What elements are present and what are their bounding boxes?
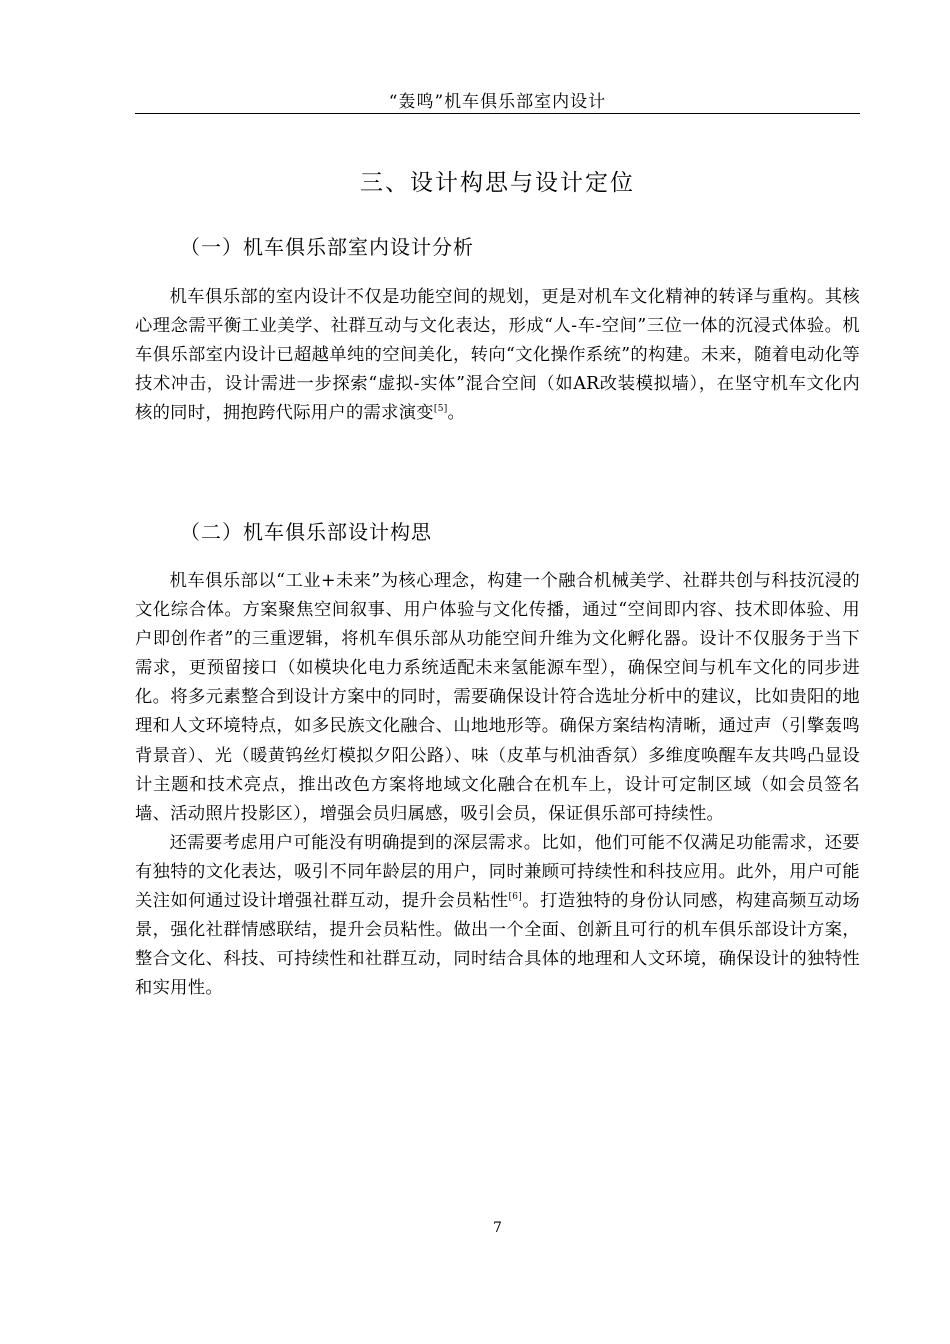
paragraph-text: 机车俱乐部以“工业+未来”为核心理念，构建一个融合机械美学、社群共创与科技沉浸的文化综合体。方案聚焦空间叙事、用户体验与文化传播，通过“空间即内容、技术即体验、用户即创作者”的三重逻辑，将机车俱乐部从功能空间升维为文化孵化器。设计不仅服务于当下需求，更预留接口（如模块化电力系统适配未来氢能源车型），确保空间与机车文化的同步进化。将多元素整合到设计方案中的同时，需要确保设计符合选址分析中的建议，比如贵阳的地理和人文环境特点，如多民族文化融合、山地地形等。确保方案结构清晰，通过声（引擎轰鸣背景音）、光（暖黄钨丝灯模拟夕阳公路）、味（皮革与机油香氛）多维度唤醒车友共鸣凸显设计主题和技术亮点，推出改色方案将地域文化融合在机车上，设计可定制区域（如会员签名墙、活动照片投影区），增强会员归属感，吸引会员，保证俱乐部可持续性。 — [135, 571, 860, 824]
citation-marker: [5] — [433, 404, 448, 415]
chapter-title: 三、设计构思与设计定位 — [360, 170, 635, 196]
paragraph-text: 机车俱乐部的室内设计不仅是功能空间的规划，更是对机车文化精神的转译与重构。其核心理念需平衡工业美学、社群互动与文化表达，形成“人-车-空间”三位一体的沉浸式体验。机车俱乐部室内设计已超越单纯的空间美化，转向“文化操作系统”的构建。未来，随着电动化等技术冲击，设计需进一步探索“虚拟-实体”混合空间（如AR改装模拟墙），在坚守机车文化内核的同时，拥抱跨代际用户的需求演变 — [135, 287, 860, 424]
section-heading-concept: （二）机车俱乐部设计构思 — [180, 520, 432, 544]
paragraph — [135, 283, 860, 428]
paragraph-tail: 。打造独特的身份认同感，构建高频互动场景，强化社群情感联结，提升会员粘性。做出一个全面、创新且可行的机车俱乐部设计方案，整合文化、科技、可持续性和社群互动，同时结合具体的地理和人文环境，确保设计的独特性和实用性。 — [135, 891, 860, 999]
paragraph — [135, 829, 860, 1004]
section-body-analysis — [135, 283, 860, 428]
section-body-concept — [135, 567, 860, 1003]
page-number: 7 — [493, 1220, 502, 1236]
paragraph-tail: 。 — [447, 403, 466, 424]
section-heading-analysis: （一）机车俱乐部室内设计分析 — [180, 235, 474, 259]
header-rule — [135, 113, 860, 114]
citation-marker: [6] — [508, 892, 523, 903]
running-header: “轰鸣”机车俱乐部室内设计 — [388, 92, 607, 112]
paragraph — [135, 567, 860, 829]
paragraph-text: 还需要考虑用户可能没有明确提到的深层需求。比如，他们可能不仅满足功能需求，还要有独特的文化表达，吸引不同年龄层的用户，同时兼顾可持续性和科技应用。此外，用户可能关注如何通过设计增强社群互动，提升会员粘性 — [135, 832, 860, 912]
